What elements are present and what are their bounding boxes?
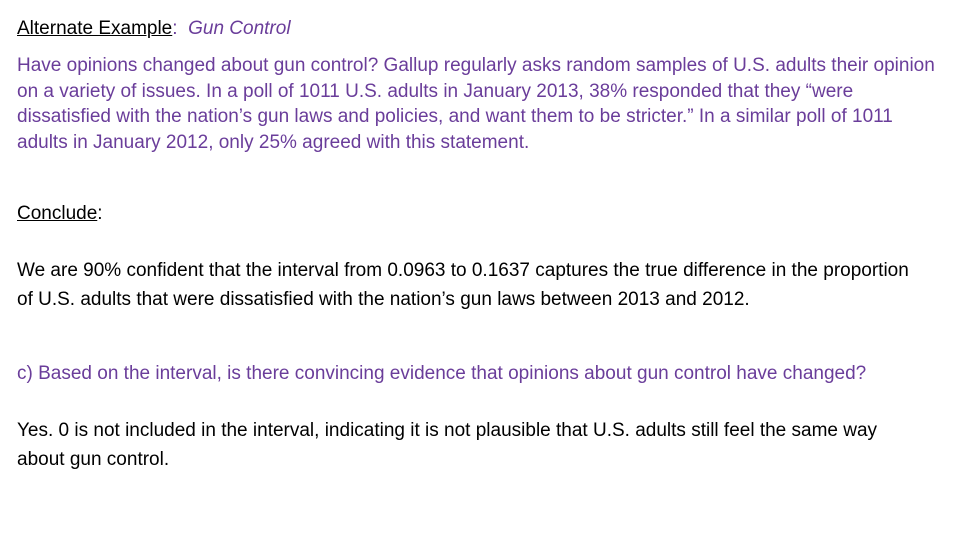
- title-colon: :: [172, 18, 178, 39]
- title-label: Alternate Example: [17, 18, 173, 39]
- conclude-colon: :: [97, 203, 103, 224]
- title-topic: Gun Control: [188, 18, 291, 39]
- conclusion-text: We are 90% confident that the interval from 0.0963 to 0.1637 captures the true difference in the proportion of U.S. adults that were dissatisfied with the nation’s gun laws between 2013 and 2012.: [17, 260, 909, 310]
- answer-c: Yes. 0 is not included in the interval, indicating it is not plausible that U.S. adults still feel the same way about gun control.: [17, 420, 878, 470]
- conclude-label: Conclude: [17, 203, 98, 224]
- conclude-heading: [17, 201, 947, 227]
- question-c: c) Based on the interval, is there convincing evidence that opinions about gun control have changed?: [17, 363, 867, 384]
- problem-statement: Have opinions changed about gun control? Gallup regularly asks random samples of U.S. adults their opinion on a variety of issues. In a poll of 1011 U.S. adults in January 2013, 38% responded that they “were dissatisfied with the nation’s gun laws and policies, and want them to be stricter.” In a similar poll of 1011 adults in January 2012, only 25% agreed with this statement.: [17, 55, 935, 153]
- slide-title: [17, 16, 947, 42]
